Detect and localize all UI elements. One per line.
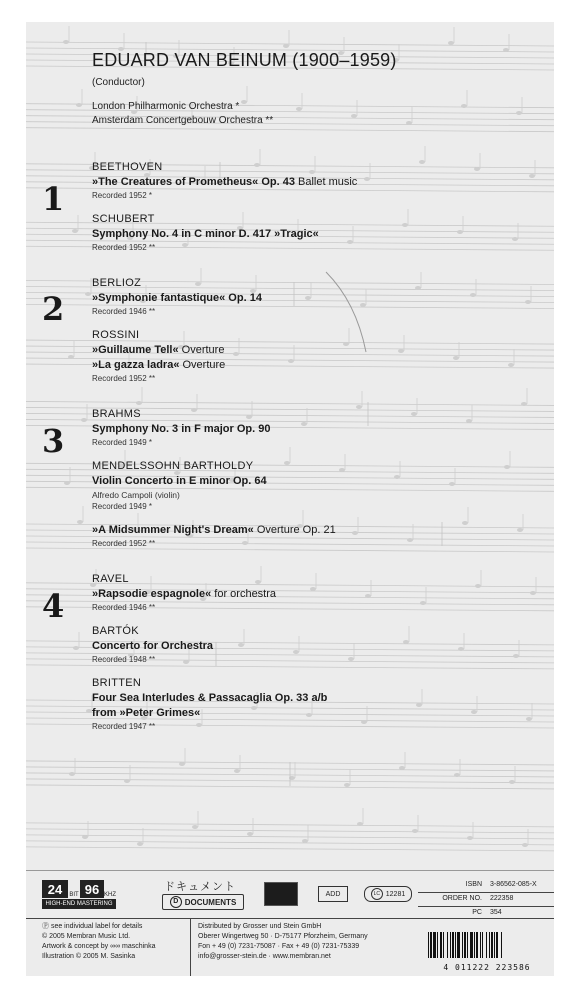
pc-row — [418, 909, 548, 916]
work-title — [92, 639, 532, 654]
work-title-bold: »The Creatures of Prometheus« Op. 43 — [92, 176, 295, 188]
barcode-bar — [470, 932, 473, 958]
note-head — [73, 646, 79, 650]
work-title — [92, 422, 532, 437]
staff-line — [26, 42, 554, 46]
staff-line — [26, 841, 554, 845]
work-title-bold: »A Midsummer Night's Dream« — [92, 524, 254, 536]
work-title — [92, 691, 532, 706]
isbn-row — [418, 881, 548, 888]
note-head — [234, 769, 240, 773]
bit-unit: BIT — [69, 892, 79, 898]
composer-name: MENDELSSOHN BARTHOLDY — [92, 460, 254, 472]
barcode-bar — [491, 932, 493, 958]
barcode-bar — [433, 932, 436, 958]
note-head — [64, 481, 70, 485]
note-head — [179, 762, 185, 766]
orchestra-item: London Philharmonic Orchestra * — [92, 101, 240, 112]
note-head — [68, 355, 74, 359]
staff-line — [26, 823, 554, 827]
page-title: EDUARD VAN BEINUM (1900–1959) — [92, 50, 397, 70]
note-head — [77, 520, 83, 524]
barcode-bar — [430, 932, 432, 958]
work-item — [92, 328, 532, 385]
barcode-bar — [450, 932, 451, 958]
work-item — [92, 523, 532, 550]
order-label: ORDER NO. — [442, 895, 482, 902]
work-title-plain: Overture Op. 21 — [253, 524, 336, 536]
disc-number: 1 — [42, 180, 65, 218]
orchestra-list — [92, 100, 532, 128]
mastering-logo — [42, 880, 116, 898]
note-head — [76, 103, 82, 107]
work-title-bold: Symphony No. 4 in C minor D. 417 »Tragic« — [92, 228, 319, 240]
work-item — [92, 676, 532, 733]
note-head — [69, 772, 75, 776]
barcode-bar — [474, 932, 475, 958]
barcode-bar — [428, 932, 429, 958]
composer-name: RAVEL — [92, 573, 129, 585]
barcode-bar — [464, 932, 466, 958]
staff-line — [26, 835, 554, 839]
distribution-line: Oberer Wingertweg 50 · D-75177 Pforzheim, Germany — [198, 933, 368, 940]
barcode-bar — [501, 932, 502, 958]
performer: Alfredo Campoli (violin) — [92, 490, 180, 500]
cd-back-cover — [26, 22, 554, 976]
recorded-year: Recorded 1949 * — [92, 438, 153, 447]
disc-group — [92, 407, 532, 550]
note-head — [137, 842, 143, 846]
pc-value: 354 — [490, 909, 502, 916]
composer-name: SCHUBERT — [92, 213, 155, 225]
note-head — [467, 836, 473, 840]
barcode-bar — [496, 932, 498, 958]
documents-label: DOCUMENTS — [184, 897, 237, 907]
work-title-bold: Symphony No. 3 in F major Op. 90 — [92, 423, 271, 435]
barcode-bar — [437, 932, 438, 958]
footer-divider — [26, 870, 554, 871]
note-head — [72, 229, 78, 233]
legal-line: Ⓟ see individual label for details — [42, 923, 143, 930]
recorded-year: Recorded 1952 ** — [92, 243, 156, 252]
composer-name: BARTÓK — [92, 625, 139, 637]
recorded-year: Recorded 1952 ** — [92, 374, 156, 383]
pc-label: PC — [472, 909, 482, 916]
work-title — [92, 343, 532, 358]
barcode-bar — [467, 932, 468, 958]
work-title-plain: Overture — [179, 359, 226, 371]
note-head — [522, 843, 528, 847]
composer-name: BEETHOVEN — [92, 161, 163, 173]
composer-name: BERLIOZ — [92, 277, 142, 289]
barcode-bar — [489, 932, 490, 958]
barcode-bar — [443, 932, 444, 958]
barcode-digits: 4 011222 223586 — [443, 963, 531, 972]
work-item — [92, 572, 532, 614]
note-head — [344, 783, 350, 787]
recorded-year: Recorded 1948 ** — [92, 655, 156, 664]
isbn-label: ISBN — [465, 881, 482, 888]
distribution-text — [198, 922, 368, 962]
disc-group — [92, 572, 532, 733]
label-code — [364, 886, 412, 902]
note-head — [283, 44, 289, 48]
work-title — [92, 706, 532, 721]
work-title — [92, 474, 532, 489]
staff-line — [26, 829, 554, 833]
subtitle: (Conductor) — [92, 77, 145, 88]
work-title — [92, 291, 532, 306]
note-head — [509, 780, 515, 784]
documents-icon: D — [170, 896, 182, 908]
footer — [26, 870, 554, 976]
add-badge: ADD — [318, 886, 348, 902]
work-title — [92, 587, 532, 602]
work-item — [92, 276, 532, 318]
legal-line: Artwork & concept by ∞∞ maschinka — [42, 943, 156, 950]
track-program — [92, 160, 532, 743]
compact-disc-logo — [264, 882, 298, 906]
footer-divider — [26, 918, 554, 919]
barcode-bar — [486, 932, 487, 958]
recorded-year: Recorded 1952 * — [92, 191, 153, 200]
disc-group — [92, 160, 532, 254]
work-title-plain: for orchestra — [211, 588, 277, 600]
column-divider — [190, 918, 191, 976]
barcode-bar — [462, 932, 463, 958]
note-head — [454, 773, 460, 777]
lc-icon: LC — [371, 888, 383, 900]
work-title — [92, 227, 532, 242]
recorded-year: Recorded 1949 * — [92, 502, 153, 511]
order-divider — [418, 906, 554, 907]
legal-line: © 2005 Membran Music Ltd. — [42, 933, 131, 940]
recorded-year: Recorded 1946 ** — [92, 603, 156, 612]
barcode-bar — [457, 932, 460, 958]
barcode-bar — [447, 932, 448, 958]
composer-name: ROSSINI — [92, 329, 140, 341]
recorded-year: Recorded 1947 ** — [92, 722, 156, 731]
disc-group — [92, 276, 532, 385]
barcode-bar — [452, 932, 454, 958]
work-item — [92, 160, 532, 202]
work-title-bold: »Guillaume Tell« — [92, 344, 179, 356]
note-head — [124, 779, 130, 783]
distribution-line: info@grosser-stein.de · www.membran.net — [198, 953, 331, 960]
distribution-line: Distributed by Grosser und Stein GmbH — [198, 923, 322, 930]
isbn-divider — [418, 892, 554, 893]
composer-name: BRAHMS — [92, 408, 141, 420]
work-item — [92, 624, 532, 666]
barcode-bar — [480, 932, 481, 958]
documents-logo — [162, 894, 244, 910]
note-head — [399, 766, 405, 770]
work-title — [92, 523, 532, 538]
note-head — [412, 829, 418, 833]
isbn-value: 3-86562-085-X — [490, 881, 537, 888]
khz-value: 96 — [80, 880, 104, 898]
barcode-bar — [440, 932, 442, 958]
staff-line — [26, 847, 554, 851]
barcode-bar — [494, 932, 495, 958]
order-row — [418, 895, 548, 902]
work-title-bold: Concerto for Orchestra — [92, 640, 214, 652]
khz-unit: KHZ — [104, 892, 116, 898]
header — [92, 50, 532, 128]
barcode-bar — [476, 932, 478, 958]
disc-number: 4 — [42, 587, 65, 625]
note-head — [302, 839, 308, 843]
work-item — [92, 407, 532, 449]
work-title-bold: Violin Concerto in E minor Op. 64 — [92, 475, 267, 487]
disc-number: 2 — [42, 290, 65, 328]
disc-number: 3 — [42, 422, 65, 460]
work-title-plain: Ballet music — [294, 176, 358, 188]
legal-text — [42, 922, 155, 962]
barcode-bar — [482, 932, 483, 958]
documents-kana: ドキュメント — [164, 881, 236, 893]
work-title-bold: »Rapsodie espagnole« — [92, 588, 212, 600]
barcode — [426, 932, 548, 972]
work-title — [92, 175, 532, 190]
bit-value: 24 — [42, 880, 68, 898]
note-head — [192, 825, 198, 829]
recorded-year: Recorded 1946 ** — [92, 307, 156, 316]
order-value: 222358 — [490, 895, 514, 902]
work-title-bold: Four Sea Interludes & Passacaglia Op. 33 a/b — [92, 692, 328, 704]
barcode-bars — [426, 932, 548, 958]
work-item — [92, 459, 532, 513]
recorded-year: Recorded 1952 ** — [92, 539, 156, 548]
work-title-bold: »Symphonie fantastique« Op. 14 — [92, 292, 262, 304]
note-head — [357, 822, 363, 826]
work-title — [92, 358, 532, 373]
work-title-bold: »La gazza ladra« — [92, 359, 180, 371]
barcode-bar — [455, 932, 456, 958]
note-head — [247, 832, 253, 836]
mastering-label: HIGH-END MASTERING — [42, 899, 116, 909]
legal-line: Illustration © 2005 M. Sasinka — [42, 953, 136, 960]
note-head — [85, 292, 91, 296]
work-item — [92, 212, 532, 254]
composer-name: BRITTEN — [92, 677, 142, 689]
work-title-plain: Overture — [178, 344, 225, 356]
note-head — [63, 40, 69, 44]
note-head — [82, 835, 88, 839]
staff-line — [26, 128, 554, 132]
distribution-line: Fon + 49 (0) 7231-75087 · Fax + 49 (0) 7231-75339 — [198, 943, 360, 950]
note-head — [81, 418, 87, 422]
lc-code: 12281 — [385, 890, 406, 898]
work-title-bold: from »Peter Grimes« — [92, 707, 201, 719]
note-head — [448, 41, 454, 45]
orchestra-item: Amsterdam Concertgebouw Orchestra ** — [92, 115, 274, 126]
